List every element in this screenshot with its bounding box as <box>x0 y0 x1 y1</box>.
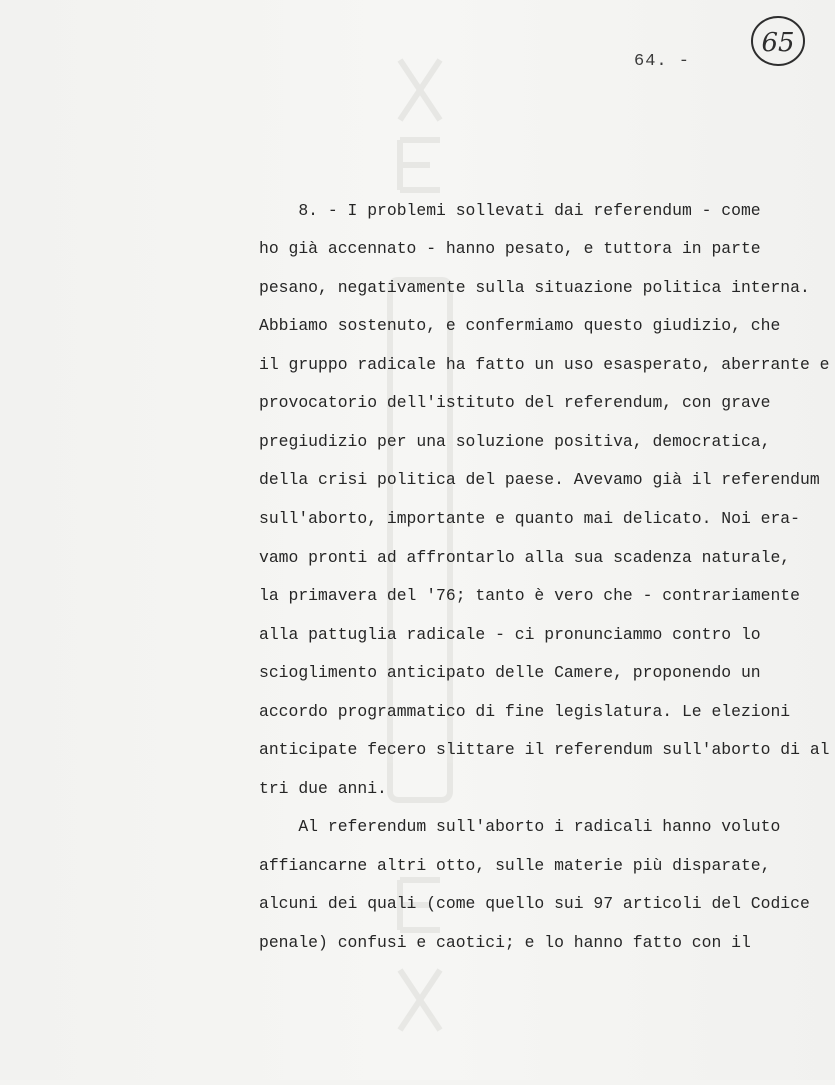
text-line: ho già accennato - hanno pesato, e tuttora in parte <box>259 239 761 258</box>
text-line: Al referendum sull'aborto i radicali hanno voluto <box>259 817 781 836</box>
text-line: la primavera del '76; tanto è vero che - contrariamente <box>259 586 800 605</box>
text-line: pesano, negativamente sulla situazione politica interna. <box>259 278 810 297</box>
text-line: Abbiamo sostenuto, e confermiamo questo giudizio, che <box>259 316 781 335</box>
text-line: scioglimento anticipato delle Camere, proponendo un <box>259 663 761 682</box>
page-number: 64. - <box>634 52 691 71</box>
text-line: il gruppo radicale ha fatto un uso esasperato, aberrante e <box>259 355 830 374</box>
text-line: alla pattuglia radicale - ci pronunciammo contro lo <box>259 625 761 644</box>
text-line: vamo pronti ad affrontarlo alla sua scadenza naturale, <box>259 548 791 567</box>
text-line: sull'aborto, importante e quanto mai delicato. Noi era- <box>259 509 800 528</box>
folio-stamp-handwritten <box>748 12 808 70</box>
text-line: 8. - I problemi sollevati dai referendum - come <box>259 201 761 220</box>
folio-number: 65 <box>761 28 795 58</box>
text-line: della crisi politica del paese. Avevamo già il referendum <box>259 470 820 489</box>
text-line: anticipate fecero slittare il referendum sull'aborto di al <box>259 740 830 759</box>
text-line: accordo programmatico di fine legislatura. Le elezioni <box>259 702 791 721</box>
text-line: affiancarne altri otto, sulle materie più disparate, <box>259 856 771 875</box>
text-line: alcuni dei quali (come quello sui 97 articoli del Codice <box>259 894 810 913</box>
text-line: tri due anni. <box>259 779 387 798</box>
text-line: pregiudizio per una soluzione positiva, democratica, <box>259 432 771 451</box>
text-line: provocatorio dell'istituto del referendum, con grave <box>259 393 771 412</box>
text-line: penale) confusi e caotici; e lo hanno fatto con il <box>259 933 751 952</box>
